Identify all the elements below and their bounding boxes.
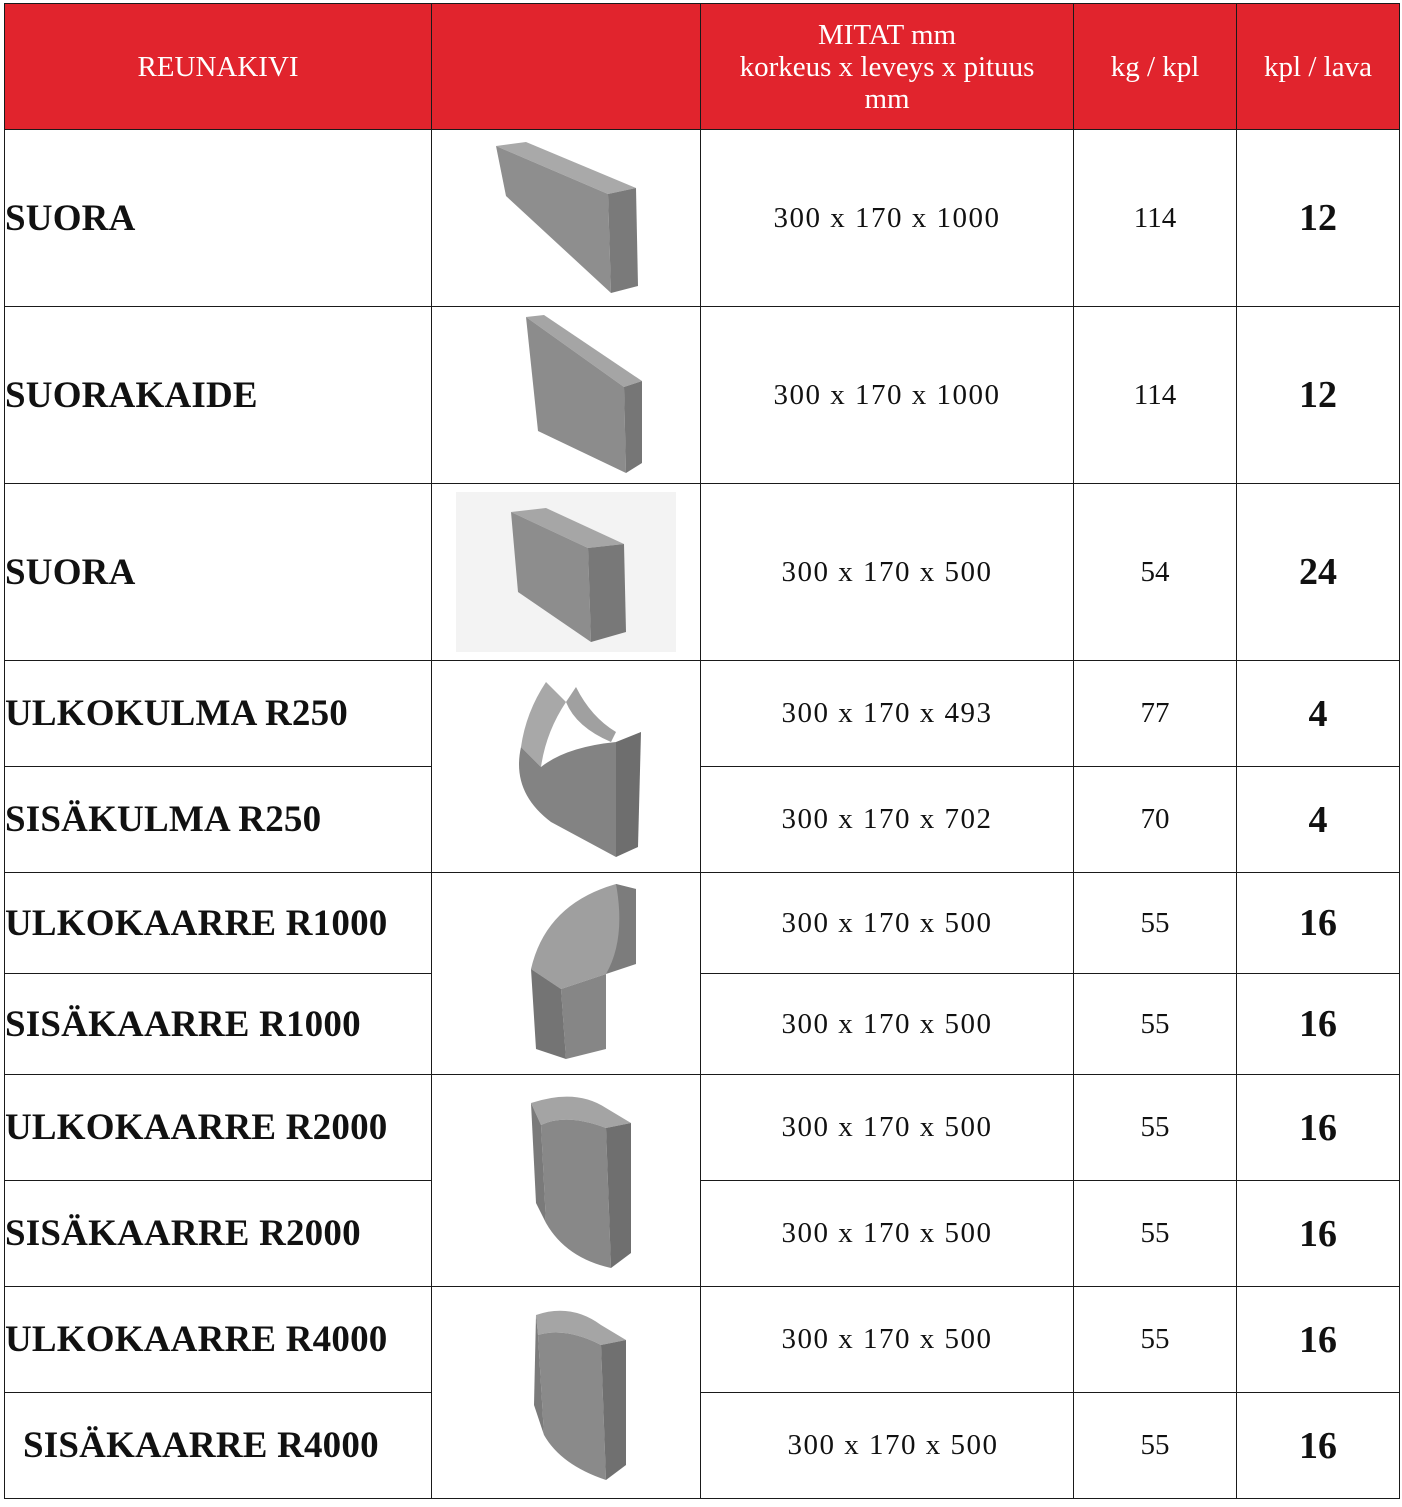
- stone-name: ULKOKAARRE R4000: [5, 1287, 432, 1393]
- stone-per-pallet: 4: [1237, 767, 1400, 873]
- stone-dimensions: 300 x 170 x 500: [701, 873, 1074, 974]
- stone-name: SISÄKAARRE R1000: [5, 974, 432, 1075]
- stone-name: SISÄKULMA R250: [5, 767, 432, 873]
- stone-weight: 55: [1074, 974, 1237, 1075]
- stone-name: SISÄKAARRE R2000: [5, 1181, 432, 1287]
- straight-curb-stone-tall-image: [432, 307, 701, 484]
- stone-dimensions: 300 x 170 x 500: [701, 1393, 1074, 1499]
- stone-name: SUORAKAIDE: [5, 307, 432, 484]
- stone-dimensions: 300 x 170 x 1000: [701, 130, 1074, 307]
- stone-weight: 114: [1074, 130, 1237, 307]
- stone-weight: 54: [1074, 484, 1237, 661]
- stone-weight: 55: [1074, 1181, 1237, 1287]
- stone-dimensions: 300 x 170 x 493: [701, 661, 1074, 767]
- stone-dimensions: 300 x 170 x 500: [701, 1181, 1074, 1287]
- stone-per-pallet: 16: [1237, 1287, 1400, 1393]
- corner-curb-stone-image: [432, 661, 701, 873]
- table-row: [5, 974, 1400, 1075]
- stone-per-pallet: 4: [1237, 661, 1400, 767]
- table-row: [5, 1181, 1400, 1287]
- stone-per-pallet: 16: [1237, 1181, 1400, 1287]
- stone-per-pallet: 16: [1237, 1393, 1400, 1499]
- curved-curb-stone-r1000-image: [432, 873, 701, 1075]
- header-dimensions: [701, 4, 1074, 130]
- stone-weight: 55: [1074, 1287, 1237, 1393]
- header-dimensions-line1: MITAT mm: [817, 18, 957, 51]
- table-row: [5, 1287, 1400, 1393]
- table-row: [5, 661, 1400, 767]
- stone-name: ULKOKAARRE R2000: [5, 1075, 432, 1181]
- stone-per-pallet: 24: [1237, 484, 1400, 661]
- stone-weight: 55: [1074, 1393, 1237, 1499]
- stone-per-pallet: 16: [1237, 1075, 1400, 1181]
- header-image: [432, 4, 701, 130]
- stone-dimensions: 300 x 170 x 702: [701, 767, 1074, 873]
- stone-weight: 114: [1074, 307, 1237, 484]
- header-weight: kg / kpl: [1074, 4, 1237, 130]
- table-row: [5, 873, 1400, 974]
- header-name: REUNAKIVI: [5, 4, 432, 130]
- table-row: [5, 1075, 1400, 1181]
- stone-name: SUORA: [5, 484, 432, 661]
- stone-dimensions: 300 x 170 x 500: [701, 1287, 1074, 1393]
- curved-curb-stone-r2000-image: [432, 1075, 701, 1287]
- stone-per-pallet: 12: [1237, 130, 1400, 307]
- straight-curb-stone-image: [432, 130, 701, 307]
- stone-name: ULKOKAARRE R1000: [5, 873, 432, 974]
- stone-per-pallet: 16: [1237, 873, 1400, 974]
- stone-weight: 70: [1074, 767, 1237, 873]
- short-curb-stone-image: [432, 484, 701, 661]
- stone-per-pallet: 16: [1237, 974, 1400, 1075]
- curved-curb-stone-r4000-image: [432, 1287, 701, 1499]
- stone-weight: 55: [1074, 873, 1237, 974]
- table-row: [5, 767, 1400, 873]
- header-dimensions-line3: mm: [864, 82, 910, 115]
- stone-name: SUORA: [5, 130, 432, 307]
- header-per-pallet: kpl / lava: [1237, 4, 1400, 130]
- stone-name: ULKOKULMA R250: [5, 661, 432, 767]
- stone-weight: 55: [1074, 1075, 1237, 1181]
- table-row: [5, 484, 1400, 661]
- table-row: [5, 1393, 1400, 1499]
- table-row: [5, 130, 1400, 307]
- stone-name: SISÄKAARRE R4000: [5, 1393, 432, 1499]
- stone-dimensions: 300 x 170 x 1000: [701, 307, 1074, 484]
- stone-dimensions: 300 x 170 x 500: [701, 974, 1074, 1075]
- stone-per-pallet: 12: [1237, 307, 1400, 484]
- table-row: [5, 307, 1400, 484]
- header-dimensions-line2: korkeus x leveys x pituus: [739, 50, 1035, 83]
- stone-dimensions: 300 x 170 x 500: [701, 484, 1074, 661]
- curb-stone-table: [4, 3, 1400, 1499]
- stone-dimensions: 300 x 170 x 500: [701, 1075, 1074, 1181]
- stone-weight: 77: [1074, 661, 1237, 767]
- header-row: [5, 4, 1400, 130]
